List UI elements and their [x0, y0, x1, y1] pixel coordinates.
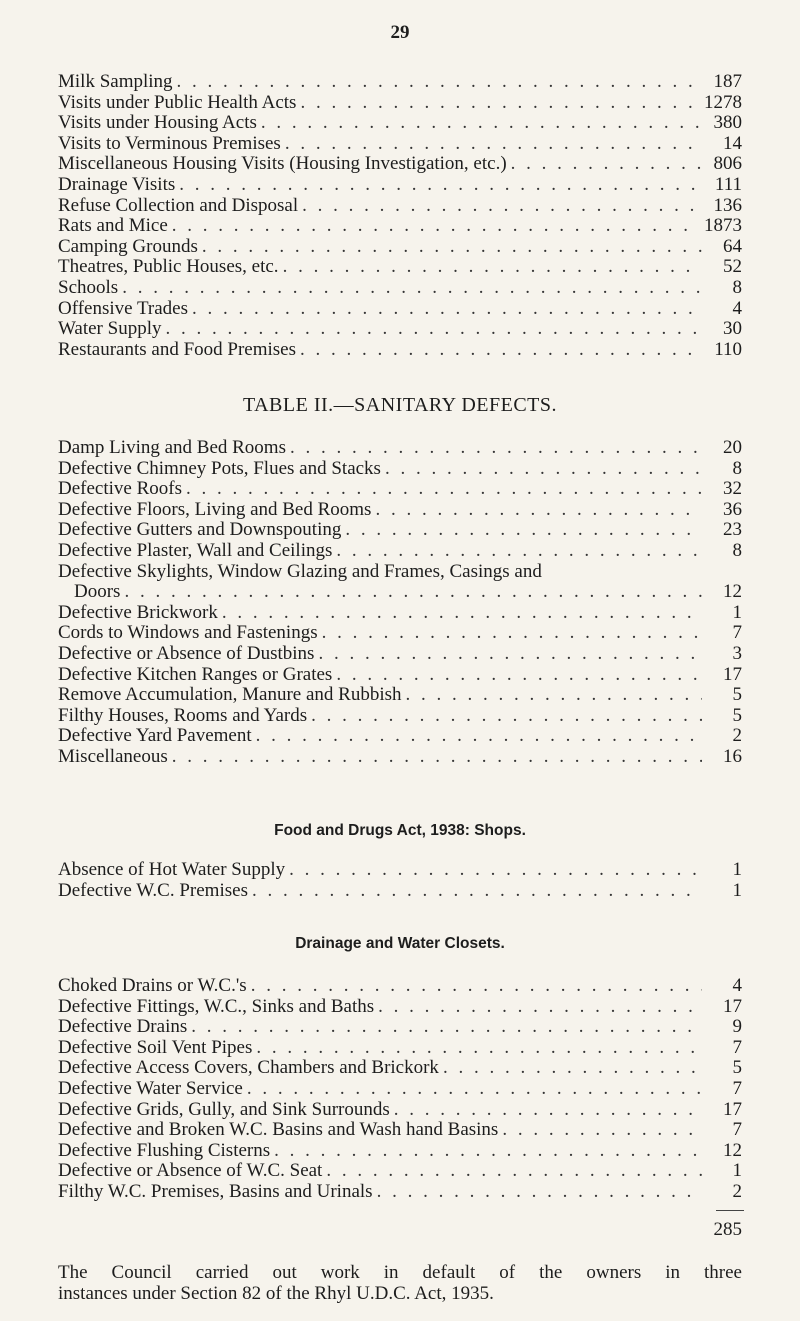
footnote [58, 1262, 742, 1304]
list-item: Remove Accumulation, Manure and Rubbish . . . 5 [58, 685, 742, 706]
list-item: Offensive Trades . . . 4 [58, 299, 742, 320]
sanitary-defects-list [58, 438, 742, 768]
list-item: Miscellaneous . . . 16 [58, 747, 742, 768]
list-item: Rats and Mice . . . 1873 [58, 216, 742, 237]
total-value: 285 [713, 1219, 742, 1240]
list-item: Defective Roofs . . . 32 [58, 479, 742, 500]
list-item: Visits under Housing Acts . . . 380 [58, 113, 742, 134]
list-item: Miscellaneous Housing Visits (Housing Investigation, etc.) . . . 806 [58, 154, 742, 175]
visits-list [58, 72, 742, 360]
list-item: Defective Chimney Pots, Flues and Stacks . . . 8 [58, 459, 742, 480]
list-item: Drainage Visits . . . 111 [58, 175, 742, 196]
list-item: Defective Yard Pavement . . . 2 [58, 726, 742, 747]
list-item: Defective and Broken W.C. Basins and Wash hand Basins . . . 7 [58, 1120, 742, 1141]
list-item: Milk Sampling . . . 187 [58, 72, 742, 93]
list-item: Defective Floors, Living and Bed Rooms . . . 36 [58, 500, 742, 521]
page-number: 29 [390, 22, 410, 43]
table-ii-title: TABLE II.—SANITARY DEFECTS. [243, 394, 557, 416]
list-item: Schools . . . 8 [58, 278, 742, 299]
list-item: Defective Drains . . . 9 [58, 1017, 742, 1038]
list-item: Visits under Public Health Acts . . . 1278 [58, 93, 742, 114]
list-item: Defective Grids, Gully, and Sink Surrounds . . . 17 [58, 1100, 742, 1121]
drainage-title: Drainage and Water Closets. [295, 935, 505, 952]
list-item: Visits to Verminous Premises . . . 14 [58, 134, 742, 155]
list-item: Defective Soil Vent Pipes . . . 7 [58, 1038, 742, 1059]
list-item: Defective or Absence of Dustbins . . . 3 [58, 644, 742, 665]
list-item: Defective Flushing Cisterns . . . 12 [58, 1141, 742, 1162]
list-item: Defective Brickwork . . . 1 [58, 603, 742, 624]
list-item: Defective or Absence of W.C. Seat . . . 1 [58, 1161, 742, 1182]
food-drugs-title: Food and Drugs Act, 1938: Shops. [274, 822, 526, 839]
list-item: Damp Living and Bed Rooms . . . 20 [58, 438, 742, 459]
list-item: Camping Grounds . . . 64 [58, 237, 742, 258]
footnote-line-1: The Council carried out work in default of the owners in three [58, 1262, 742, 1283]
list-item: Defective Fittings, W.C., Sinks and Baths . . . 17 [58, 997, 742, 1018]
list-item: Filthy Houses, Rooms and Yards . . . 5 [58, 706, 742, 727]
total-rule [716, 1210, 744, 1211]
list-item: Refuse Collection and Disposal . . . 136 [58, 196, 742, 217]
list-item: Defective Gutters and Downspouting . . . 23 [58, 520, 742, 541]
list-item: Choked Drains or W.C.'s . . . 4 [58, 976, 742, 997]
list-item: Theatres, Public Houses, etc. . . . 52 [58, 257, 742, 278]
list-item: Water Supply . . . 30 [58, 319, 742, 340]
list-item: Absence of Hot Water Supply . . . 1 [58, 860, 742, 881]
list-item: Defective Access Covers, Chambers and Brickork . . . 5 [58, 1058, 742, 1079]
list-item: Cords to Windows and Fastenings . . . 7 [58, 623, 742, 644]
list-item: Filthy W.C. Premises, Basins and Urinals . . . 2 [58, 1182, 742, 1203]
footnote-line-2: instances under Section 82 of the Rhyl U.D.C. Act, 1935. [58, 1283, 494, 1304]
food-drugs-list [58, 860, 742, 901]
list-item-wrapped-label: Defective Skylights, Window Glazing and Frames, Casings and [58, 560, 542, 582]
list-item: Defective Plaster, Wall and Ceilings . . . 8 [58, 541, 742, 562]
list-item: Defective Kitchen Ranges or Grates . . . 17 [58, 665, 742, 686]
list-item: Defective Water Service . . . 7 [58, 1079, 742, 1100]
list-item: Defective W.C. Premises . . . 1 [58, 881, 742, 902]
drainage-list [58, 976, 742, 1203]
list-item: Doors . . . 12 [58, 582, 742, 603]
list-item: Restaurants and Food Premises . . . 110 [58, 340, 742, 361]
